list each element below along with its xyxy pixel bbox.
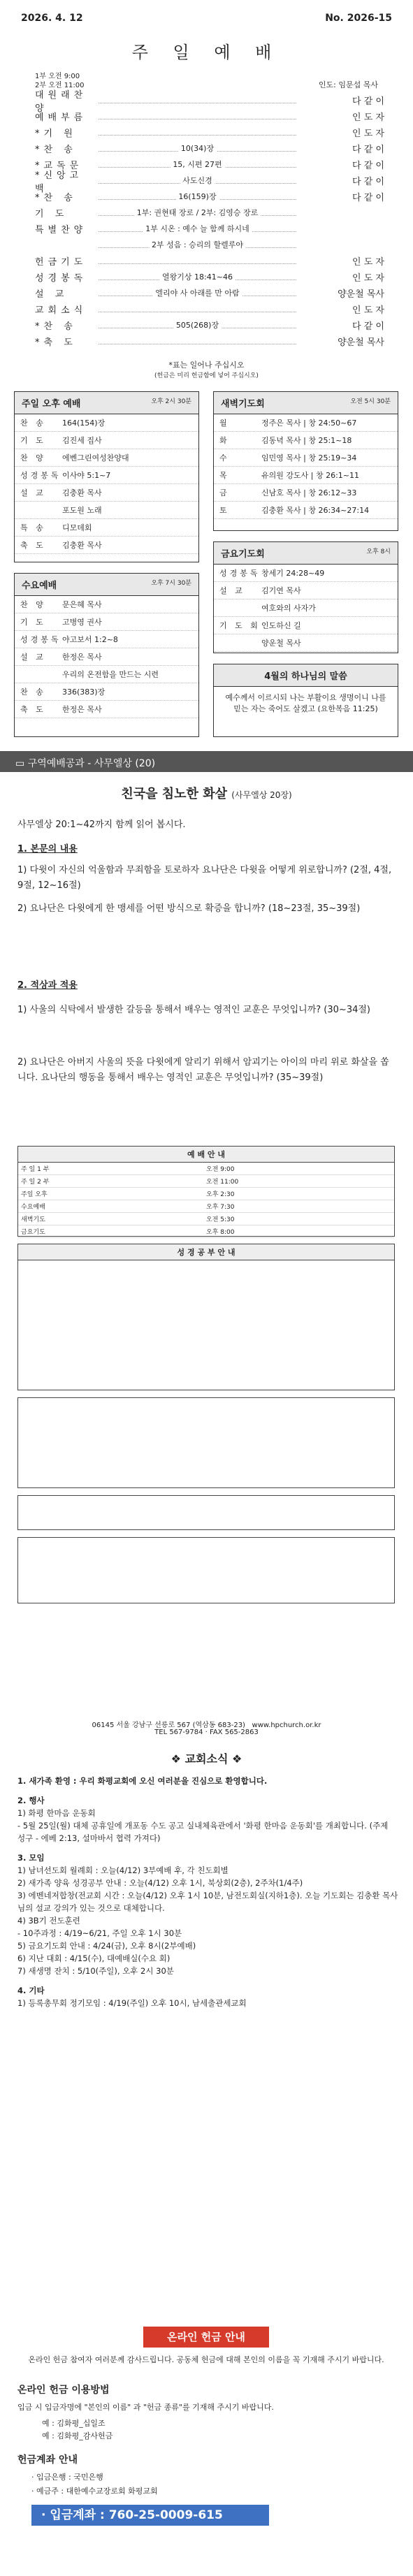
service-time-2: 2부 오전 11:00 [35,82,85,89]
order-row [35,124,384,140]
section-bar-label: 구역예배공과 - 사무엘상 (20) [27,758,156,769]
bible-study-title: 성 경 공 부 안 내 [18,1244,394,1260]
box-row [214,467,398,484]
standup-subnote: (헌금은 미리 헌금함에 넣어 주십시오) [154,372,259,379]
box-row-value: 김진세 집사 [62,436,102,445]
order-label: 성경봉독 [35,273,87,284]
news-1: 1. 새가족 환영 : 우리 화평교회에 오신 여러분을 진심으로 환영합니다. [17,1776,268,1786]
dawn-time: 오전 5시 30분 [350,398,391,405]
lesson-q3: 1) 사울의 식탁에서 발생한 갈등을 통해서 배우는 영적인 교훈은 무엇입니까? (30~34절) [17,1005,370,1015]
box-row-value: 김동녁 목사 | 창 25:1~18 [261,436,352,445]
box-row-value: 에벤그린여성찬양대 [62,453,129,463]
guide-time: 오전 9:00 [206,1166,235,1173]
box-row [15,613,198,631]
info-table-1 [17,1397,395,1488]
staff-list [17,1610,395,1715]
box-row-value: 김충환 목사 [62,541,102,550]
order-row [35,221,384,237]
box-row-value: 김충환 목사 | 창 26:34~27:14 [261,506,370,515]
box-row-label [219,637,261,648]
box-row [15,449,198,467]
online-ex1: 예 : 김화평_십일조 [42,2419,106,2428]
box-row [214,617,398,634]
box-row-label: 월 [219,419,230,428]
news-3e: - 10주과정 : 4/19~6/21, 주일 오후 1시 30분 [17,1928,182,1938]
news-3g: 6) 지난 대회 : 4/15(수), 대예배실(수요 회) [17,1953,171,1963]
box-row-value: 유의원 강도사 | 창 26:1~11 [261,471,359,480]
box-row-label: 목 [219,471,230,480]
order-dots [99,263,296,264]
lesson-title-text: 친국을 침노한 화살 [121,787,227,801]
box-row-value: 창세기 24:28~49 [261,569,325,578]
box-row-value: 양운철 목사 [261,639,301,648]
order-row [35,205,384,221]
order-row [35,140,384,157]
order-detail: 10(34)장 [178,143,217,154]
order-detail: 16(159)장 [175,191,219,202]
order-row [35,285,384,301]
order-dots [99,208,296,217]
box-row [214,634,398,652]
order-row [35,189,384,205]
lesson-subtitle: (사무엘상 20장) [231,790,292,800]
word-title: 4월의 하나님의 말씀 [214,664,398,687]
order-detail: 사도신경 [180,175,215,186]
order-row [35,89,384,114]
guide-row [18,1225,394,1238]
box-row-label: 축 도 [20,541,46,550]
order-dots [99,144,296,153]
box-row [15,683,198,701]
box-row-value: 이사야 5:1~7 [62,471,111,480]
order-detail: 15, 시편 27편 [170,159,224,170]
box-row [214,599,398,617]
order-label: 헌금기도 [35,257,87,268]
box-row [15,432,198,449]
order-label: *기 원 [35,129,77,139]
book-icon: ▭ [15,758,28,769]
box-row-label: 찬 양 [20,453,46,463]
box-row [214,449,398,467]
box-row-label [20,669,62,680]
online-ex2: 예 : 김화평_감사헌금 [42,2431,113,2440]
guide-time: 오전 11:00 [206,1179,239,1186]
box-row-label: 설 교 [20,653,46,662]
box-row [15,414,198,432]
dawn-prayer-box [213,391,398,531]
box-row [15,631,198,648]
order-detail: 1부 시온 : 예수 늘 함께 하시네 [143,223,252,234]
news-4: 4. 기타 [17,1986,45,1995]
order-detail: 엘리야 사 아래를 만 아람 [152,287,242,298]
service-leader: 인도: 임문섭 목사 [318,80,378,89]
guide-row [18,1163,394,1175]
box-row [15,666,198,683]
news-3: 3. 모임 [17,1853,45,1863]
box-row [15,537,198,554]
box-row-value: 야고보서 1:2~8 [62,635,118,644]
footer-tel: TEL 567-9784 · FAX 565-2863 [154,1729,259,1736]
order-dots [99,135,296,136]
lesson-q2: 2) 요나단은 다윗에게 한 맹세를 어떤 방식으로 확증을 합니까? (18~23절, 35~39절) [17,903,361,914]
order-row [35,170,384,194]
order-of-worship [35,89,384,349]
guide-name: 수요예배 [21,1204,45,1211]
box-row-label: 화 [219,436,230,445]
order-dots [99,240,296,249]
order-detail: 1부: 권현태 장로 / 2부: 김영승 장로 [134,207,261,218]
lesson-q1: 1) 다윗이 자신의 억울함과 무죄함을 토로하자 요나단은 다윗을 어떻게 위로합니까? (2절, 4절, 9절, 12~16절) [17,865,392,891]
news-3f: 5) 금요기도회 안내 : 4/24(금), 오후 8시(2부예배) [17,1941,196,1951]
order-label: *찬 송 [35,145,77,155]
guide-time: 오후 7:30 [206,1204,235,1211]
box-row-value: 여호와의 사자가 [261,604,316,613]
box-row-label [20,504,62,516]
box-row-value: 인도하신 길 [261,621,301,630]
box-row-value: 임민영 목사 | 창 25:19~34 [261,453,357,463]
order-dots [99,192,296,201]
order-row [35,253,384,269]
guide-name: 주 일 1 부 [21,1166,50,1173]
news-4a: 1) 등록총무회 정기모임 : 4/19(주일) 오후 10시, 남세출관세교회 [17,1998,247,2008]
box-row-label [219,602,261,613]
dawn-rows [214,414,398,519]
box-row-value: 우리의 온전함을 만드는 시련 [62,670,159,679]
news-2: 2. 행사 [17,1796,45,1805]
order-dots [99,272,296,282]
issue-date: 2026. 4. 12 [21,13,83,24]
order-detail: 열왕기상 18:41~46 [159,271,236,282]
guide-time: 오후 2:30 [206,1191,235,1198]
order-person: 인 도 자 [352,257,384,268]
wednesday-service-box [14,573,199,737]
news-3a: 1) 남녀선도회 월례회 : 오늘(4/12) 3부예배 후, 각 친도회별 [17,1865,229,1875]
footer-address [0,1719,413,1729]
guide-row [18,1213,394,1225]
online-desc: 온라인 헌금 참여자 여러분께 감사드립니다. 공동체 헌금에 대해 본인의 이름을 꼭 기재해 주시기 바랍니다. [28,2355,384,2364]
box-row [15,484,198,502]
info-table-3 [17,1537,395,1603]
info-table-2 [17,1495,395,1530]
order-person: 다 같 이 [352,145,384,155]
box-row [214,484,398,502]
box-row-label: 찬 양 [20,600,46,609]
wednesday-title: 수요예배 [22,581,57,591]
box-row-value: 김충환 목사 [62,488,102,497]
order-person: 다 같 이 [352,96,384,107]
box-row [214,565,398,582]
box-row-value: 문은혜 목사 [62,600,102,609]
evening-title: 주일 오후 예배 [22,399,81,409]
order-row [35,237,384,253]
online-offering-header: 온라인 헌금 안내 [143,2327,269,2348]
box-row [15,502,198,519]
order-label: 교회소식 [35,305,87,316]
order-row [35,317,384,333]
account-bank: · 입금은행 : 국민은행 [31,2473,103,2482]
order-person: 양운철 목사 [338,289,384,300]
box-row-label: 토 [219,506,230,515]
order-person: 인 도 자 [352,112,384,123]
guide-time: 오전 5:30 [206,1216,235,1223]
box-row-label: 성경봉독 [20,635,61,644]
box-row [15,701,198,718]
box-row-label: 특 송 [20,523,46,532]
online-how: 입금 시 입금자명에 "본인의 이름" 과 "헌금 종류"를 기재해 주시기 바랍니다. [17,2403,274,2412]
footer-addr: 06145 서울 강남구 선릉로 567 (역삼동 683-23) [92,1722,245,1729]
box-row-label: 설 교 [219,586,245,595]
guide-name: 새벽기도 [21,1216,45,1223]
word-text: 예수께서 이르시되 나는 부활이요 생명이니 나를 믿는 자는 죽어도 살겠고 (요한복음 11:25) [225,693,386,713]
order-person: 인 도 자 [352,129,384,139]
evening-service-box [14,391,199,562]
evening-time: 오후 2시 30분 [151,398,191,405]
order-label: *교독문 [35,161,83,171]
guide-name: 금요기도 [21,1229,45,1236]
order-label: 기 도 [35,209,68,219]
standup-note: *표는 일어나 주십시오 [168,361,245,370]
worship-guide-title: 예 배 안 내 [18,1147,394,1163]
monthly-word-box [213,664,398,737]
account-owner: · 예금주 : 대한예수교장로회 화평교회 [31,2487,158,2496]
news-3h: 7) 새생명 잔치 : 5/10(주일), 오후 2시 30분 [17,1966,174,1976]
box-row-value: 164(154)장 [62,419,106,428]
order-label: *축 도 [35,337,77,348]
order-person: 다 같 이 [352,177,384,187]
order-detail: 2부 성음 : 승리의 할렐루야 [149,239,246,250]
box-row-label: 기 도 [20,618,46,627]
box-row-label: 기 도 [20,436,46,445]
friday-header [214,542,398,565]
box-row-label: 설 교 [20,488,46,497]
worship-guide-rows [18,1163,394,1238]
service-time-1: 1부 오전 9:00 [35,73,80,80]
header [21,13,392,24]
evening-header [15,392,198,414]
lesson-title [0,784,413,802]
box-row [214,432,398,449]
news-2a: 1) 화평 한마음 운동회 [17,1808,96,1818]
box-row-value: 포도원 노래 [62,506,102,515]
order-row [35,269,384,285]
box-row-label: 찬 송 [20,419,46,428]
news-3c: 3) 에벤네저합창(전교회 시간 : 오늘(4/12) 오후 1시 10분, 남전도회실(지하1층). 오늘 기도회는 김충환 목사님의 설교 강의가 있는 것으로 대체합니다. [17,1891,398,1913]
box-row-value: 한정은 목사 [62,653,102,662]
wednesday-header [15,574,198,596]
order-person: 인 도 자 [352,273,384,284]
order-person: 인 도 자 [352,305,384,316]
lesson-h2: 2. 적상과 적용 [17,980,78,991]
order-label: *찬 송 [35,193,77,203]
order-label: 예배부름 [35,112,87,123]
box-row [15,648,198,666]
news-title: ❖ 교회소식 ❖ [171,1752,242,1766]
box-row-label: 성경봉독 [20,471,61,480]
order-row [35,108,384,124]
issue-number: No. 2026-15 [325,13,392,24]
guide-name: 주 일 2 부 [21,1179,50,1186]
order-label: *찬 송 [35,321,77,332]
order-label: 설 교 [35,289,68,300]
bible-study-table [17,1244,395,1390]
evening-rows [15,414,198,554]
order-row [35,301,384,317]
guide-name: 주일 오후 [21,1191,48,1198]
box-row-label: 수 [219,453,230,463]
friday-rows [214,565,398,652]
order-label: 대원래찬양 [35,89,87,114]
account-number[interactable]: · 입금계좌 : 760-25-0009-615 [31,2505,269,2526]
guide-row [18,1200,394,1213]
order-person: 다 같 이 [352,193,384,203]
friday-title: 금요기도회 [221,549,265,560]
guide-time: 오후 8:00 [206,1229,235,1236]
order-person: 양운철 목사 [338,337,384,348]
box-row-label: 금 [219,488,230,497]
box-row-label: 기 도 회 [219,621,261,630]
box-row-value: 한정은 목사 [62,705,102,714]
dawn-header [214,392,398,414]
wednesday-time: 오후 7시 30분 [151,580,191,587]
order-label: *신앙고백 [35,170,83,194]
box-row-value: 336(383)장 [62,687,106,697]
news-3b: 2) 새가족 양육 성경공부 안내 : 오늘(4/12) 오후 1시, 북상회(2층), 2주차(1/4주) [17,1878,303,1888]
box-row [15,467,198,484]
news-3d: 4) 3B기 전도훈련 [17,1916,80,1926]
online-sub: 온라인 헌금 이용방법 [17,2385,110,2396]
box-row-label: 찬 송 [20,687,46,697]
order-row [35,333,384,349]
guide-row [18,1175,394,1188]
church-news [17,1775,398,2009]
friday-time: 오후 8시 [366,548,391,555]
box-row [15,596,198,613]
order-dots [99,160,296,169]
order-dots [99,224,296,233]
page-title: 주 일 예 배 [131,43,282,62]
order-person: 다 같 이 [352,161,384,171]
box-row-label: 축 도 [20,705,46,714]
box-row [214,502,398,519]
section-bar [0,751,413,772]
lesson-h1: 1. 본문의 내용 [17,844,78,854]
lesson-intro: 사무엘상 20:1~42까지 함께 읽어 봅시다. [17,820,186,830]
wednesday-rows [15,596,198,718]
order-person: 다 같 이 [352,321,384,332]
account-head: 헌금계좌 안내 [17,2454,78,2466]
box-row [214,414,398,432]
box-row-label: 성경봉독 [219,569,261,578]
box-row [214,582,398,599]
lesson-q4: 2) 요나단은 아버지 사울의 뜻을 다윗에게 알리기 위해서 암괴기는 아이의 마리 위로 화살을 쏩니다. 요나단의 행동을 통해서 배우는 영적인 교훈은 무엇입니까? (35~39절) [17,1057,389,1083]
dawn-title: 새벽기도회 [221,399,265,409]
order-dots [99,176,296,185]
footer-web: www.hpchurch.or.kr [252,1722,321,1729]
box-row-value: 김기연 목사 [261,586,301,595]
news-2b: - 5월 25일(월) 대체 공휴일에 개포동 수도 공고 실내체육관에서 '화평 한마음 운동회'를 개최합니다. (주제 성구 - 에베 2:13, 설마바서 협력 가져다) [17,1821,389,1843]
order-detail: 505(268)장 [173,319,222,330]
worship-guide-table [17,1146,395,1237]
box-row-value: 신남호 목사 | 창 26:12~33 [261,488,357,497]
order-label: 특별찬양 [35,225,87,235]
box-row-value: 디모데회 [62,523,92,532]
box-row-value: 고병영 권사 [62,618,102,627]
friday-prayer-box [213,541,398,653]
box-row-value: 정주은 목사 | 창 24:50~67 [261,419,357,428]
guide-row [18,1188,394,1200]
box-row [15,519,198,537]
